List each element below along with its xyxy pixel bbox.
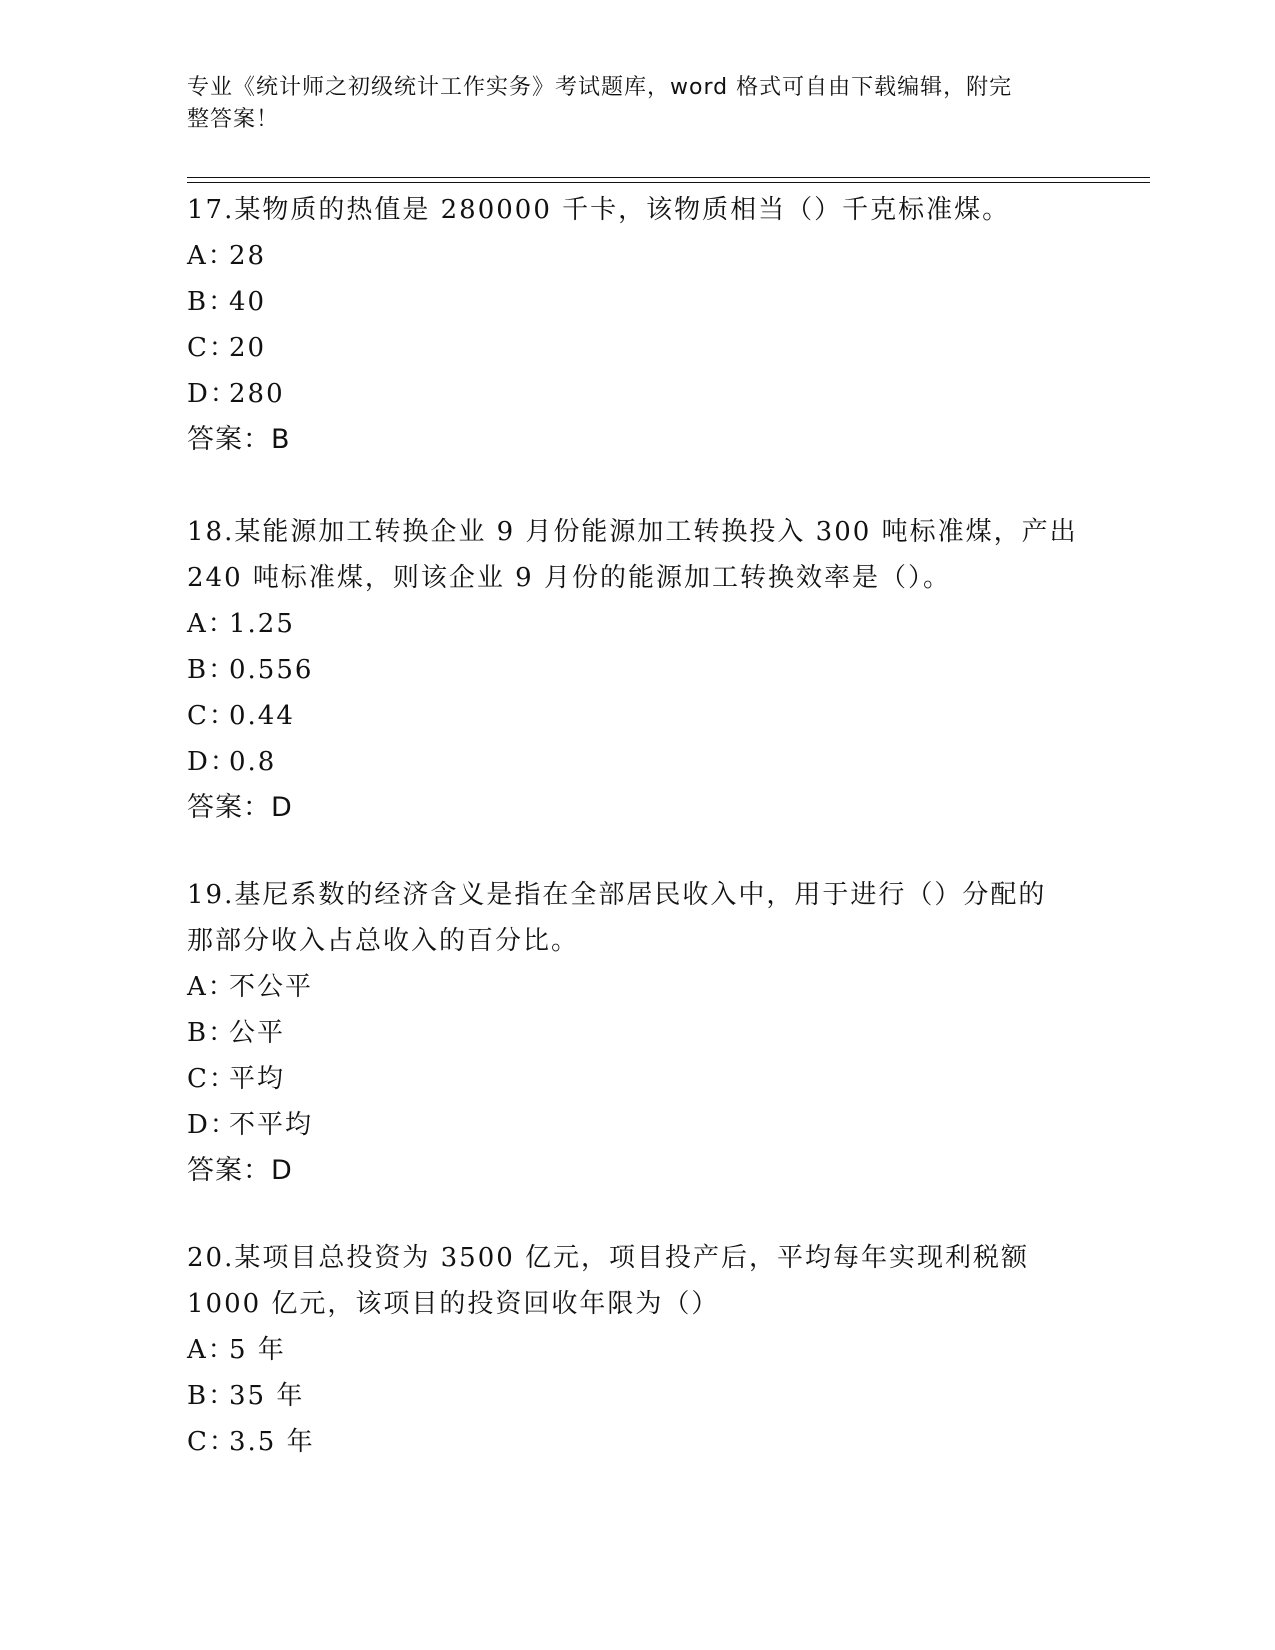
option-text: 40 bbox=[229, 287, 267, 317]
option-d bbox=[187, 739, 1087, 785]
header-line-2: 整答案！ bbox=[187, 107, 280, 132]
option-b bbox=[187, 647, 1087, 693]
option-key: A： bbox=[187, 609, 236, 639]
header-divider-bottom bbox=[187, 182, 1150, 183]
option-key: D： bbox=[187, 1110, 238, 1140]
option-key: C： bbox=[187, 701, 237, 731]
option-text: 0.8 bbox=[229, 747, 277, 777]
option-a bbox=[187, 1327, 1087, 1373]
question-stem: 17.某物质的热值是 280000 千卡，该物质相当（）千克标准煤。 bbox=[187, 195, 1011, 225]
question-stem-line-2: 1000 亿元，该项目的投资回收年限为（） bbox=[187, 1289, 720, 1319]
question-19 bbox=[187, 872, 1087, 1194]
question-20 bbox=[187, 1235, 1087, 1465]
question-17 bbox=[187, 187, 1087, 463]
option-text: 0.556 bbox=[229, 655, 314, 685]
header-divider-top bbox=[187, 177, 1150, 178]
option-b bbox=[187, 1010, 1087, 1056]
option-c bbox=[187, 693, 1087, 739]
option-key: C： bbox=[187, 333, 237, 363]
option-text: 5 年 bbox=[229, 1335, 286, 1365]
option-text: 不公平 bbox=[229, 972, 314, 1002]
option-text: 平均 bbox=[229, 1064, 286, 1094]
header-line-1: 专业《统计师之初级统计工作实务》考试题库，word 格式可自由下载编辑，附完 bbox=[187, 75, 1013, 100]
option-text: 20 bbox=[229, 333, 267, 363]
option-a bbox=[187, 964, 1087, 1010]
document-header bbox=[187, 72, 1067, 136]
option-a bbox=[187, 233, 1087, 279]
answer-line: 答案：B bbox=[187, 424, 291, 455]
answer-line: 答案：D bbox=[187, 1155, 293, 1186]
option-c bbox=[187, 1056, 1087, 1102]
option-c bbox=[187, 325, 1087, 371]
option-text: 3.5 年 bbox=[229, 1427, 315, 1457]
question-stem-line-1: 18.某能源加工转换企业 9 月份能源加工转换投入 300 吨标准煤，产出 bbox=[187, 517, 1078, 547]
option-text: 280 bbox=[229, 379, 285, 409]
option-c bbox=[187, 1419, 1087, 1465]
option-text: 35 年 bbox=[229, 1381, 305, 1411]
question-stem-line-2: 那部分收入占总收入的百分比。 bbox=[187, 926, 580, 956]
option-b bbox=[187, 279, 1087, 325]
option-d bbox=[187, 371, 1087, 417]
option-b bbox=[187, 1373, 1087, 1419]
question-stem-line-2: 240 吨标准煤，则该企业 9 月份的能源加工转换效率是（）。 bbox=[187, 563, 951, 593]
option-key: C： bbox=[187, 1064, 237, 1094]
option-key: D： bbox=[187, 747, 238, 777]
option-key: B： bbox=[187, 655, 237, 685]
option-text: 28 bbox=[229, 241, 267, 271]
option-key: A： bbox=[187, 1335, 236, 1365]
option-key: A： bbox=[187, 972, 236, 1002]
option-key: B： bbox=[187, 1381, 237, 1411]
option-d bbox=[187, 1102, 1087, 1148]
option-text: 公平 bbox=[229, 1018, 286, 1048]
option-key: B： bbox=[187, 1018, 237, 1048]
answer-line: 答案：D bbox=[187, 792, 293, 823]
option-text: 0.44 bbox=[229, 701, 295, 731]
question-18 bbox=[187, 509, 1087, 831]
option-key: A： bbox=[187, 241, 236, 271]
question-stem-line-1: 19.基尼系数的经济含义是指在全部居民收入中，用于进行（）分配的 bbox=[187, 880, 1047, 910]
option-a bbox=[187, 601, 1087, 647]
option-text: 1.25 bbox=[229, 609, 295, 639]
option-key: C： bbox=[187, 1427, 237, 1457]
option-text: 不平均 bbox=[229, 1110, 314, 1140]
option-key: B： bbox=[187, 287, 237, 317]
option-key: D： bbox=[187, 379, 238, 409]
question-stem-line-1: 20.某项目总投资为 3500 亿元，项目投产后，平均每年实现利税额 bbox=[187, 1243, 1030, 1273]
